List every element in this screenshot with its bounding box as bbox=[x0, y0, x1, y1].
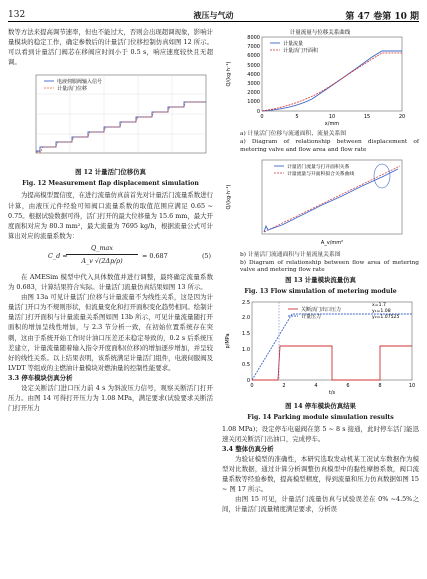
svg-text:0.5: 0.5 bbox=[242, 362, 250, 369]
fig13b-caption-cn: b) 计量活门流通面积与计量流量关系图 bbox=[240, 251, 341, 258]
eq-number: (5) bbox=[201, 251, 211, 260]
svg-text:y₂=1.07525: y₂=1.07525 bbox=[372, 315, 400, 321]
fig13-caption-cn: 图 13 计量模块流量仿真 bbox=[285, 276, 356, 285]
fig13a-caption-cn: a) 计量活门位移与流通面积、流量关系图 bbox=[240, 131, 347, 138]
fig13b-caption-en: b) Diagram of relationship between flow area of metering valve and metering flow rate bbox=[240, 260, 419, 274]
fig12-plot bbox=[8, 71, 213, 163]
fig13b-xlabel: A_v/mm² bbox=[320, 239, 344, 246]
header-rule bbox=[8, 21, 419, 22]
fig14-ylabel: p/MPa bbox=[225, 333, 231, 349]
fig14-xlabel: t/s bbox=[328, 390, 336, 397]
fig13a-legend-flow: 计量流量 bbox=[283, 41, 304, 47]
svg-text:4: 4 bbox=[314, 383, 318, 390]
svg-text:15: 15 bbox=[363, 114, 371, 120]
fig13b-legend-relation: 计量活门流量与打开面积关系 bbox=[287, 164, 350, 170]
svg-text:6000: 6000 bbox=[247, 53, 260, 59]
figure-13b bbox=[222, 156, 419, 297]
figure-14 bbox=[222, 298, 419, 421]
fig13a-plot bbox=[222, 27, 419, 127]
svg-text:10: 10 bbox=[408, 383, 416, 390]
fig14-legend-outlet: 关断活门出口压力 bbox=[301, 307, 342, 314]
equation-5 bbox=[8, 243, 213, 269]
svg-text:2.0: 2.0 bbox=[242, 315, 250, 322]
fig14-caption-en: Fig. 14 Parking module simulation results bbox=[247, 413, 394, 421]
svg-text:1000: 1000 bbox=[247, 99, 260, 105]
fig14-caption-cn: 图 14 停车模块仿真结果 bbox=[285, 401, 356, 410]
fig12-caption-en: Fig. 12 Measurement flap displacement simulation bbox=[22, 180, 199, 188]
svg-text:1.0: 1.0 bbox=[242, 347, 250, 354]
fig14-readout bbox=[372, 302, 399, 320]
fig14-yticks bbox=[242, 300, 250, 384]
section-heading: 3.3 停车模块仿真分析 bbox=[8, 373, 73, 382]
eq-value: = 0.687 bbox=[142, 251, 168, 260]
paragraph: 为提高模型置信度，在进行流量仿真前首先对计量活门流量系数进行计算，由液压元件经验可知阀口流量系数的取值范围应满足 0.65 ~ 0.75。根据试验数据可得，活门打开的最大位移量为 15.6 mm，最大开度面积对应为 80.3 mm²，最大流量为 7695 kg/h，根据流量公式可计算出对应的流量系数为： bbox=[8, 191, 213, 240]
paragraph: 1.08 MPa)；设定停车电磁阀在第 5 ~ 8 s 接通，此时停车活门能迅速关闭关断活门出油口，完成停车。 bbox=[222, 424, 419, 443]
svg-text:3000: 3000 bbox=[247, 81, 260, 87]
paragraph: 为验证模型的准确性，本研究选取发动机某工况试车数据作为模型对比数据，通过计算分析调整仿真模型中的黏性摩擦系数，阀口流量系数等经验参数，提高模型精度，得到流量和压力仿真数据如图 15 ~ 图 17 所示。 bbox=[222, 454, 419, 494]
fig12-legend-input: 电液伺服阀输入信号 bbox=[57, 79, 103, 86]
svg-text:10: 10 bbox=[328, 114, 336, 120]
svg-text:5000: 5000 bbox=[247, 63, 260, 69]
fig13b-ylabel: Q/(kg·h⁻¹) bbox=[226, 184, 232, 210]
fig12-legend-displacement: 计量活门位移 bbox=[57, 86, 88, 93]
eq-lhs: C_d = bbox=[48, 251, 68, 260]
volume-issue: 第 47 卷第 10 期 bbox=[345, 12, 419, 22]
fig13a-yticks bbox=[247, 35, 260, 115]
fig13a-caption-en: a) Diagram of relationship between displacement of metering valve and flow area and flow rate bbox=[240, 139, 419, 153]
svg-text:0: 0 bbox=[256, 109, 260, 115]
fig14-xticks bbox=[250, 383, 415, 389]
svg-text:5: 5 bbox=[295, 114, 299, 120]
paragraph: 由图 15 可见，计量活门流量仿真与试验误差在 0% ~4.5%之间，计量活门流量精度满足要求，分析误 bbox=[222, 495, 419, 514]
fig14-legend-metering: 计量压力 bbox=[301, 314, 322, 321]
fig14-plot bbox=[222, 298, 419, 396]
svg-text:8000: 8000 bbox=[247, 35, 260, 41]
fig13a-title: 计量流量与位移关系曲线 bbox=[289, 30, 351, 36]
svg-text:4000: 4000 bbox=[247, 72, 260, 78]
fig13a-ylabel: Q/(kg·h⁻¹) bbox=[226, 61, 232, 87]
svg-text:0: 0 bbox=[260, 114, 264, 120]
paragraph: 由图 13a 可见计量活门位移与计量流量不为线性关系，这是因为计量活门开口为不规则形状，但流量变化和打开面积变化趋势相同。绘制计量活门打开面积与计量流量关系图如图 13b 所示，可见计量流量随打开面积的增加呈线性增加，与 2.3 节分析一致，在初始位置系统存在突刺，这由于系统开始工作时计油口压差还未稳定导致的，0.2 s 后系统压差建立，计量流量随着输入指令开度面积(位移)的增加逐步增加，并呈较好的线性关系。以上结果表明，该系统满足计量活门组件，电液伺服阀及 LVDT 等组成的主燃油计量模块对燃油量的控制性能要求。 bbox=[8, 293, 213, 372]
svg-text:2000: 2000 bbox=[247, 90, 260, 96]
svg-text:y₁=1.08: y₁=1.08 bbox=[372, 309, 391, 315]
left-column bbox=[8, 27, 213, 413]
svg-text:6: 6 bbox=[346, 383, 350, 390]
svg-text:0: 0 bbox=[250, 383, 254, 390]
svg-text:2.5: 2.5 bbox=[242, 300, 250, 307]
fig13a-legend-area: 计量活门开面积 bbox=[283, 48, 319, 54]
section-heading: 3.4 整体仿真分析 bbox=[222, 444, 274, 453]
figure-13a bbox=[222, 27, 419, 154]
svg-text:8: 8 bbox=[378, 383, 382, 390]
svg-text:7000: 7000 bbox=[247, 44, 260, 50]
paragraph: 设定关断活门进口压力前 4 s 为斜波压力信号，观察关断活门打开压力。由图 14 可得打开压力为 1.08 MPa，满足要求(试验要求关断活门打开压力 bbox=[8, 383, 213, 413]
svg-text:0: 0 bbox=[246, 378, 250, 385]
svg-text:1.5: 1.5 bbox=[242, 331, 250, 338]
eq-denominator: A_v √(2Δp/ρ) bbox=[81, 256, 123, 265]
fig13-caption-en: Fig. 13 Flow simulation of metering module bbox=[244, 288, 397, 296]
fig13b-plot bbox=[222, 156, 419, 248]
paragraph: 数等方法来提高调节速率，但也不能过大，否则会出现超调现象，影响计量模块的稳定工作，确定参数后的计量活门位移控制仿真如图 12 所示。可以看到计量活门阀芯在移阀应时间小于 0.5 s，响应速度较快且无超调。 bbox=[8, 28, 213, 67]
page-header bbox=[8, 8, 419, 22]
fig13b-legend-fit: 计量流量与开面积拟合关系曲线 bbox=[287, 171, 355, 177]
page-number: 132 bbox=[8, 10, 26, 20]
fig12-caption-cn: 图 12 计量活门位移仿真 bbox=[75, 168, 146, 177]
svg-text:x=1.7: x=1.7 bbox=[372, 303, 386, 309]
fig13a-xlabel: x/mm bbox=[324, 121, 340, 127]
eq-numerator: Q_max bbox=[66, 243, 138, 255]
svg-text:20: 20 bbox=[398, 114, 406, 120]
journal-name: 液压与气动 bbox=[193, 10, 234, 20]
paragraph: 在 AMESim 模型中代入具体数值并进行调整，最终确定流量系数为 0.683，计算结果符合实际。计量活门流量仿真结果如图 13 所示。 bbox=[8, 272, 213, 292]
fig13a-xticks bbox=[260, 114, 405, 120]
figure-12 bbox=[8, 71, 213, 188]
svg-text:2: 2 bbox=[282, 383, 286, 390]
right-column bbox=[222, 27, 419, 514]
